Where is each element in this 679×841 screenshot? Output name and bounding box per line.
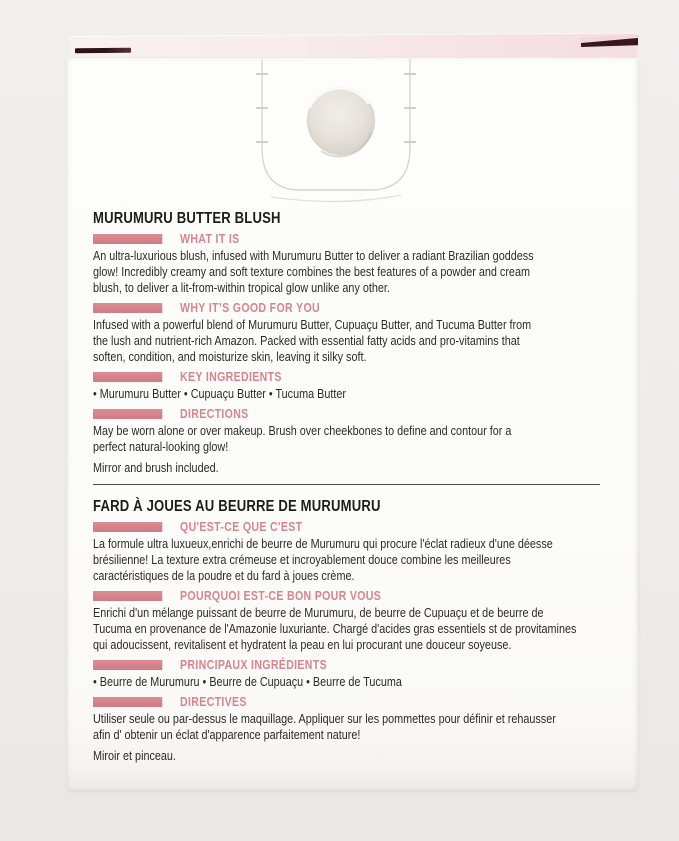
text-line: Utiliser seule ou par-dessus le maquillage. Appliquer sur les pommettes pour définir et rehausser bbox=[93, 711, 556, 726]
pink-swatch-icon bbox=[93, 234, 162, 244]
language-divider bbox=[93, 484, 600, 485]
hang-tab-shadow-line bbox=[271, 195, 401, 202]
why-good-text bbox=[93, 317, 600, 365]
hang-tab-diecut bbox=[253, 56, 425, 218]
text-line: blush, to deliver a lit-from-within tropical glow unlike any other. bbox=[93, 280, 390, 295]
product-title-en: MURUMURU BUTTER BLUSH bbox=[93, 210, 281, 227]
pink-swatch-icon bbox=[93, 372, 162, 382]
box-edge-mark-left bbox=[75, 48, 131, 54]
section-header-quest-ce bbox=[93, 521, 600, 533]
what-it-is-text bbox=[93, 248, 600, 296]
section-header-principaux bbox=[93, 659, 600, 671]
section-header-what-it-is bbox=[93, 233, 600, 245]
key-ingredients-list bbox=[93, 386, 600, 402]
ingredient-bullets: • Murumuru Butter • Cupuaçu Butter • Tucuma Butter bbox=[93, 386, 346, 401]
section-heading: DIRECTIVES bbox=[180, 695, 247, 709]
section-heading: QU'EST-CE QUE C'EST bbox=[180, 520, 303, 534]
section-heading: KEY INGREDIENTS bbox=[180, 370, 282, 384]
text-line: Infused with a powerful blend of Murumuru Butter, Cupuaçu Butter, and Tucuma Butter from bbox=[93, 317, 532, 332]
text-line: qui adoucissent, revitalisent et hydratent la peau en lui procurant une douceur soyeuse. bbox=[93, 637, 512, 652]
section-heading: PRINCIPAUX INGRÉDIENTS bbox=[180, 658, 327, 672]
text-line: Enrichi d'un mélange puissant de beurre de Murumuru, de beurre de Cupuaçu et de beurre de bbox=[93, 605, 544, 620]
product-title-fr: FARD À JOUES AU BEURRE DE MURUMURU bbox=[93, 498, 381, 515]
text-line: soften, condition, and moisturize skin, leaving it silky soft. bbox=[93, 349, 367, 364]
directives-text bbox=[93, 711, 600, 743]
directions-text bbox=[93, 423, 600, 455]
pink-swatch-icon bbox=[93, 522, 162, 532]
pink-swatch-icon bbox=[93, 303, 162, 313]
text-line: glow! Incredibly creamy and soft texture combines the best features of a powder and cream bbox=[93, 264, 530, 279]
pourquoi-text bbox=[93, 605, 600, 653]
text-line: the lush and nutrient-rich Amazon. Packed with essential fatty acids and pro-vitamins that bbox=[93, 333, 520, 348]
section-header-directives bbox=[93, 696, 600, 708]
text-line: afin d' obtenir un éclat d'apparence parfaitement nature! bbox=[93, 727, 361, 742]
section-heading: WHAT IT IS bbox=[180, 232, 240, 246]
text-line: La formule ultra luxueux,enrichi de beurre de Murumuru qui procure l'éclat radieux d'une déesse bbox=[93, 536, 553, 551]
pink-swatch-icon bbox=[93, 409, 162, 419]
section-header-pourquoi bbox=[93, 590, 600, 602]
included-note-en: Mirror and brush included. bbox=[93, 460, 219, 475]
section-header-directions bbox=[93, 408, 600, 420]
ingredient-bullets: • Beurre de Murumuru • Beurre de Cupuaçu • Beurre de Tucuma bbox=[93, 674, 402, 689]
section-header-key-ingredients bbox=[93, 371, 600, 383]
quest-ce-text bbox=[93, 536, 600, 584]
section-heading: DIRECTIONS bbox=[180, 407, 249, 421]
pink-swatch-icon bbox=[93, 697, 162, 707]
pink-swatch-icon bbox=[93, 660, 162, 670]
principaux-list bbox=[93, 674, 600, 690]
text-line: perfect natural-looking glow! bbox=[93, 439, 229, 454]
text-line: An ultra-luxurious blush, infused with Murumuru Butter to deliver a radiant Brazilian goddess bbox=[93, 248, 534, 263]
pink-swatch-icon bbox=[93, 591, 162, 601]
included-note-fr: Miroir et pinceau. bbox=[93, 748, 176, 763]
section-header-why-good bbox=[93, 302, 600, 314]
product-box-back bbox=[67, 36, 638, 790]
back-panel-text bbox=[93, 210, 600, 764]
text-line: May be worn alone or over makeup. Brush over cheekbones to define and contour for a bbox=[93, 423, 512, 438]
text-line: brésilienne! La texture extra crémeuse et incroyablement douce combine les meilleures bbox=[93, 552, 511, 567]
text-line: Tucuma en provenance de l'Amazonie luxuriante. Chargé d'acides gras essentiels st de provitamines bbox=[93, 621, 577, 636]
section-heading: POURQUOI EST-CE BON POUR VOUS bbox=[180, 589, 382, 603]
section-heading: WHY IT’S GOOD FOR YOU bbox=[180, 301, 320, 315]
text-line: caractéristiques de la poudre et du fard à joues crème. bbox=[93, 568, 355, 583]
